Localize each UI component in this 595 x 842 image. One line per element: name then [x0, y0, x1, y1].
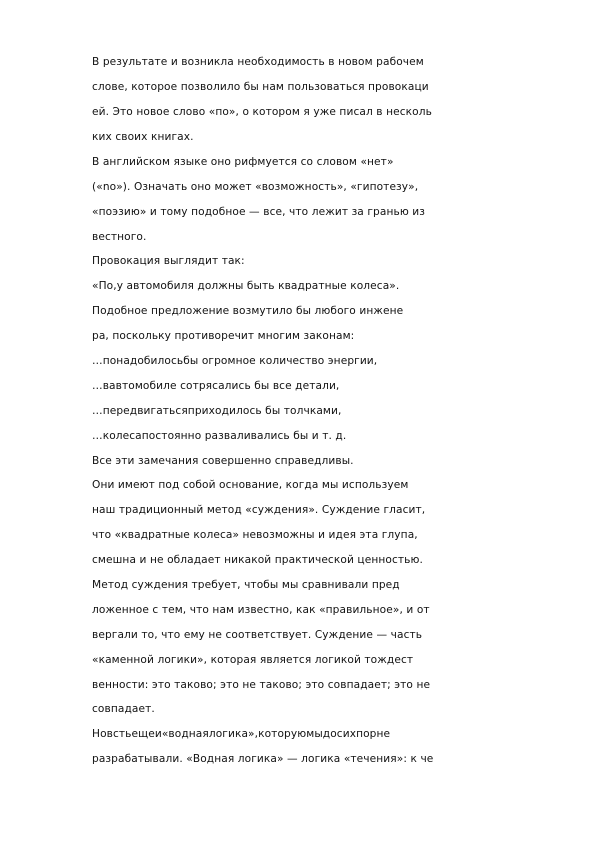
text-line: Все эти замечания совершенно справедливы. — [92, 455, 354, 467]
text-line: смешна и не обладает никакой практической ценностью. — [92, 554, 423, 566]
text-line: наш традиционный метод «суждения». Суждение гласит, — [92, 504, 426, 516]
text-line: вергали то, что ему не соответствует. Суждение — часть — [92, 629, 423, 641]
text-line: вестного. — [92, 231, 147, 243]
text-line: венности: это таково; это не таково; это совпадает; это не — [92, 679, 431, 691]
text-line: «поэзию» и тому подобное — все, что лежит за гранью из — [92, 206, 426, 218]
text-line: ра, поскольку противоречит многим законам: — [92, 330, 355, 342]
text-line: …вавтомобиле сотрясались бы все детали, — [92, 380, 340, 392]
text-line: Метод суждения требует, чтобы мы сравнивали пред — [92, 579, 400, 591]
text-line: Они имеют под собой основание, когда мы используем — [92, 479, 409, 491]
text-line: Подобное предложение возмутило бы любого инжене — [92, 305, 404, 317]
text-line: …передвигатьсяприходилось бы толчками, — [92, 405, 342, 417]
text-line: ких своих книгах. — [92, 131, 194, 143]
text-line: …колесапостоянно разваливались бы и т. д. — [92, 430, 347, 442]
text-line: («no»). Означать оно может «возможность», «гипотезу», — [92, 181, 419, 193]
text-line: разрабатывали. «Водная логика» — логика «течения»: к че — [92, 753, 434, 765]
text-line: В английском языке оно рифмуется со словом «нет» — [92, 156, 394, 168]
text-line: совпадает. — [92, 703, 155, 715]
text-line: «По,у автомобиля должны быть квадратные колеса». — [92, 280, 400, 292]
text-line: Новстьещеи«воднаялогика»,которуюмыдосихпорне — [92, 728, 391, 740]
text-line: В результате и возникла необходимость в новом рабочем — [92, 56, 424, 68]
text-line: Провокация выглядит так: — [92, 255, 245, 267]
text-line: …понадобилосьбы огромное количество энергии, — [92, 355, 378, 367]
text-line: слове, которое позволило бы нам пользоваться провокаци — [92, 81, 429, 93]
text-line: что «квадратные колеса» невозможны и идея эта глупа, — [92, 529, 418, 541]
text-line: «каменной логики», которая является логикой тождест — [92, 654, 414, 666]
text-line: ложенное с тем, что нам известно, как «правильное», и от — [92, 604, 430, 616]
text-line: ей. Это новое слово «по», о котором я уже писал в несколь — [92, 106, 432, 118]
